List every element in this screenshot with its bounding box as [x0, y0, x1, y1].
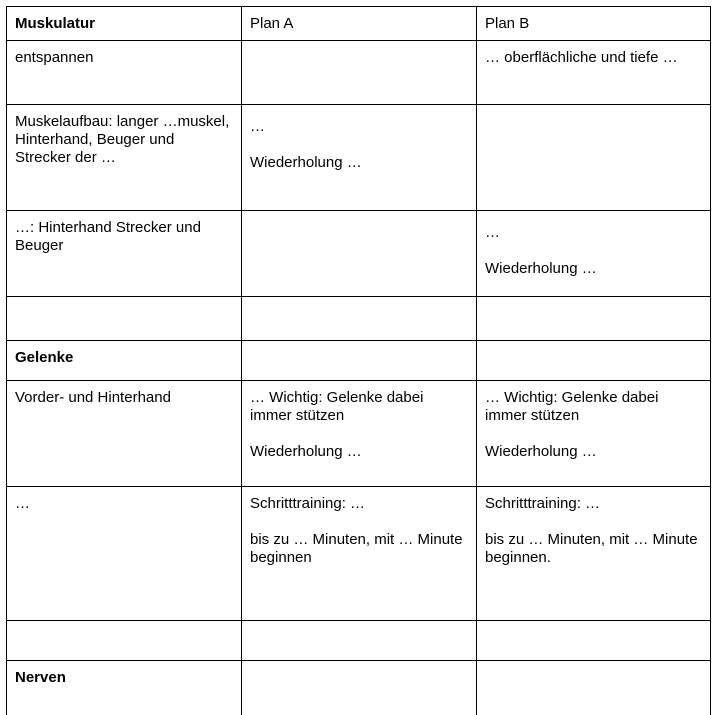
table-cell-plan-a: [242, 211, 477, 297]
table-row: [7, 487, 711, 621]
table-cell-plan-b: … Wichtig: Gelenke dabei immer stützen Wiederholung …: [477, 381, 711, 487]
table-row-empty: [7, 621, 711, 661]
table-section-row: [7, 341, 711, 381]
table-cell-plan-b: [477, 341, 711, 381]
table-cell-plan-a: [242, 661, 477, 715]
table-section-row: [7, 661, 711, 715]
table-row-empty: [7, 297, 711, 341]
table-cell-plan-b: [477, 297, 711, 341]
table-cell-plan-a: … Wichtig: Gelenke dabei immer stützen Wiederholung …: [242, 381, 477, 487]
therapy-plan-table: [6, 6, 711, 715]
table-cell-label: entspannen: [7, 41, 242, 105]
table-cell-plan-a: [242, 341, 477, 381]
table-cell-label: [7, 621, 242, 661]
table-cell-plan-b: [477, 621, 711, 661]
table-row: [7, 211, 711, 297]
table-cell-plan-b: [477, 105, 711, 211]
table-cell-label: Vorder- und Hinterhand: [7, 381, 242, 487]
section-heading-nerven: Nerven: [7, 661, 242, 715]
table-cell-plan-a: … Wiederholung …: [242, 105, 477, 211]
table-cell-plan-a: Schritttraining: … bis zu … Minuten, mit … Minute beginnen: [242, 487, 477, 621]
table-row: [7, 105, 711, 211]
section-heading-gelenke: Gelenke: [7, 341, 242, 381]
table-row: [7, 381, 711, 487]
table-cell-plan-b: Schritttraining: … bis zu … Minuten, mit … Minute beginnen.: [477, 487, 711, 621]
section-heading-muskulatur: Muskulatur: [7, 7, 242, 41]
table-cell-plan-b: … Wiederholung …: [477, 211, 711, 297]
table-cell-label: [7, 297, 242, 341]
table-header-row: [7, 7, 711, 41]
table-cell-label: …: Hinterhand Strecker und Beuger: [7, 211, 242, 297]
table-cell-label: Muskelaufbau: langer …muskel, Hinterhand, Beuger und Strecker der …: [7, 105, 242, 211]
table-cell-label: …: [7, 487, 242, 621]
table-cell-plan-a: [242, 41, 477, 105]
column-header-plan-b: Plan B: [477, 7, 711, 41]
column-header-plan-a: Plan A: [242, 7, 477, 41]
table-cell-plan-a: [242, 621, 477, 661]
table-cell-plan-b: [477, 661, 711, 715]
table-row: [7, 41, 711, 105]
table-cell-plan-a: [242, 297, 477, 341]
table-cell-plan-b: … oberflächliche und tiefe …: [477, 41, 711, 105]
